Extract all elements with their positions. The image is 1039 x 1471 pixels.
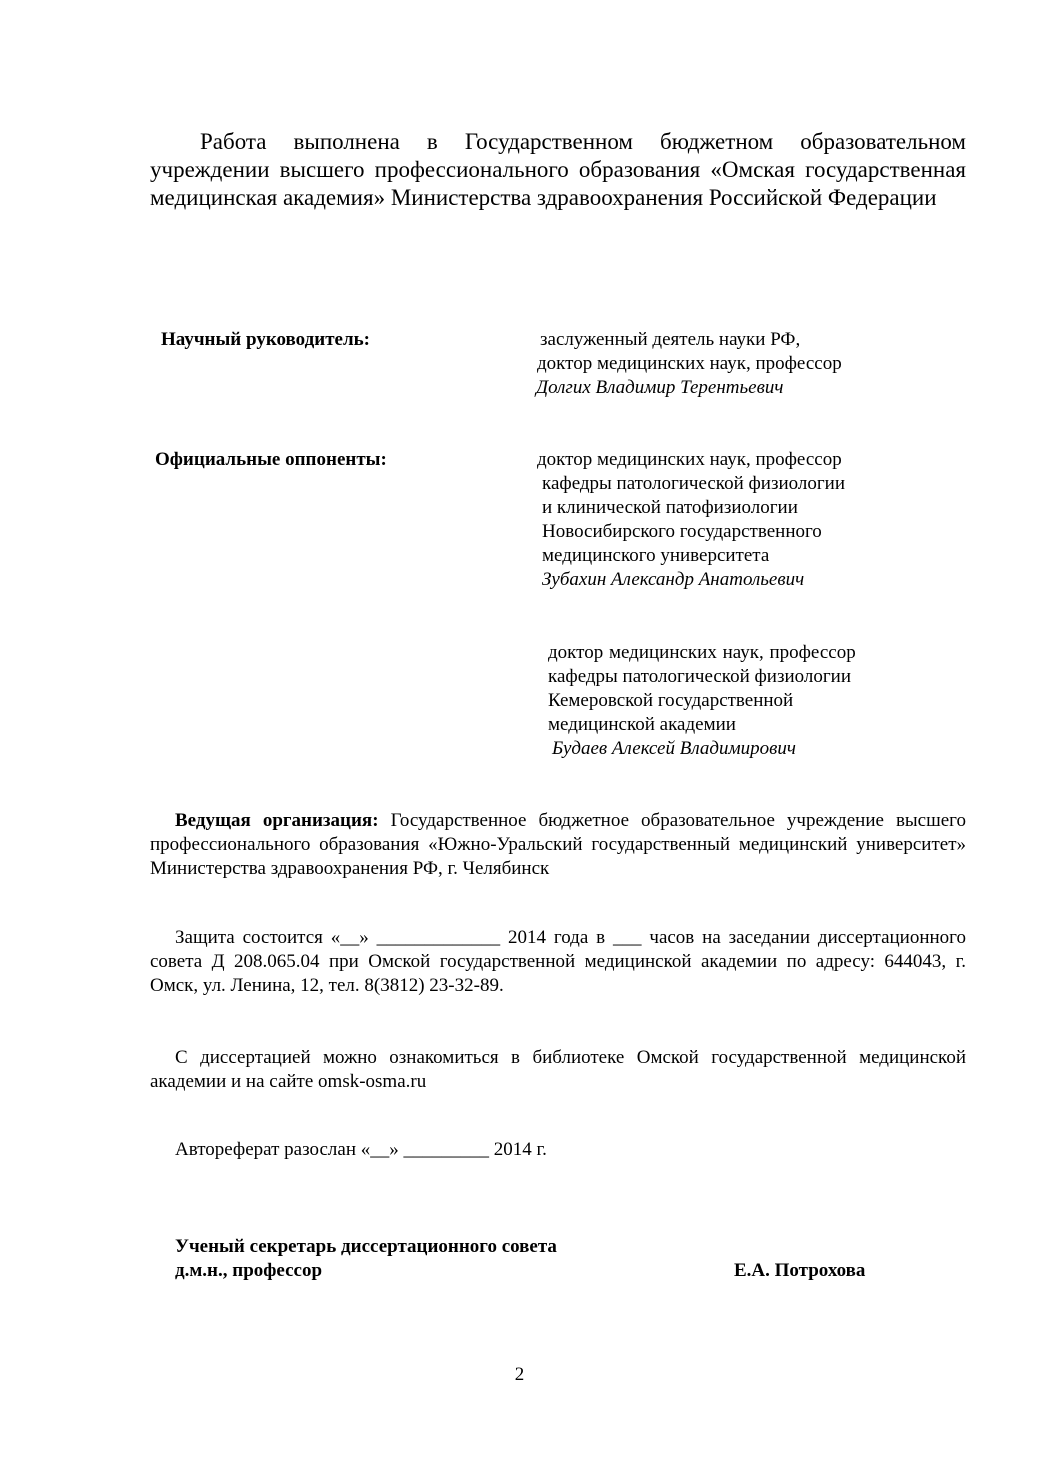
- library-paragraph: С диссертацией можно ознакомиться в библиотеке Омской государственной медицинской академии и на сайте omsk-osma.ru: [150, 1047, 966, 1092]
- opponent-2-line-1: доктор медицинских наук, профессор: [548, 642, 856, 663]
- opponent-1-line-2: кафедры патологической физиологии: [542, 473, 845, 494]
- supervisor-line-2: доктор медицинских наук, профессор: [537, 353, 842, 374]
- opponent-1-line-3: и клинической патофизиологии: [542, 497, 798, 518]
- opponent-2-line-3: Кемеровской государственной: [548, 690, 794, 711]
- opponent-2-line-2: кафедры патологической физиологии: [548, 666, 851, 687]
- opponent-1-line-4: Новосибирского государственного: [542, 521, 822, 542]
- opponent-1-line-1: доктор медицинских наук, профессор: [537, 449, 842, 470]
- supervisor-name: Долгих Владимир Терентьевич: [536, 377, 784, 398]
- abstract-sent-line: Автореферат разослан «__» _________ 2014 г.: [175, 1139, 547, 1160]
- supervisor-label: Научный руководитель:: [161, 329, 370, 350]
- opponent-2-name: Будаев Алексей Владимирович: [552, 738, 796, 759]
- opponent-1-name: Зубахин Александр Анатольевич: [542, 569, 805, 590]
- leading-organization-label: Ведущая организация:: [175, 810, 379, 831]
- leading-organization-paragraph: [150, 809, 966, 881]
- secretary-title-line-1: Ученый секретарь диссертационного совета: [175, 1236, 557, 1257]
- opponents-label: Официальные оппоненты:: [155, 449, 387, 470]
- supervisor-line-1: заслуженный деятель науки РФ,: [540, 329, 801, 350]
- page-number: 2: [514, 1364, 525, 1385]
- secretary-title-line-2: д.м.н., профессор: [175, 1260, 323, 1281]
- intro-paragraph: Работа выполнена в Государственном бюджетном образовательном учреждении высшего профессионального образования «Омская государственная медицинская академия» Министерства здравоохранения Российской Федерации: [150, 129, 966, 210]
- opponent-1-line-5: медицинского университета: [542, 545, 770, 566]
- opponent-2-line-4: медицинской академии: [548, 714, 736, 735]
- defense-paragraph: Защита состоится «__» _____________ 2014 года в ___ часов на заседании диссертационного совета Д 208.065.04 при Омской государственной медицинской академии по адресу: 644043, г. Омск, ул. Ленина, 12, тел. 8(3812) 23-32-89.: [150, 927, 966, 996]
- leading-organization-text: Государственное бюджетное образовательное учреждение высшего профессионального образования «Южно-Уральский государственный медицинский университет» Министерства здравоохранения РФ, г. Челябинск: [150, 810, 967, 879]
- secretary-name: Е.А. Потрохова: [734, 1260, 866, 1281]
